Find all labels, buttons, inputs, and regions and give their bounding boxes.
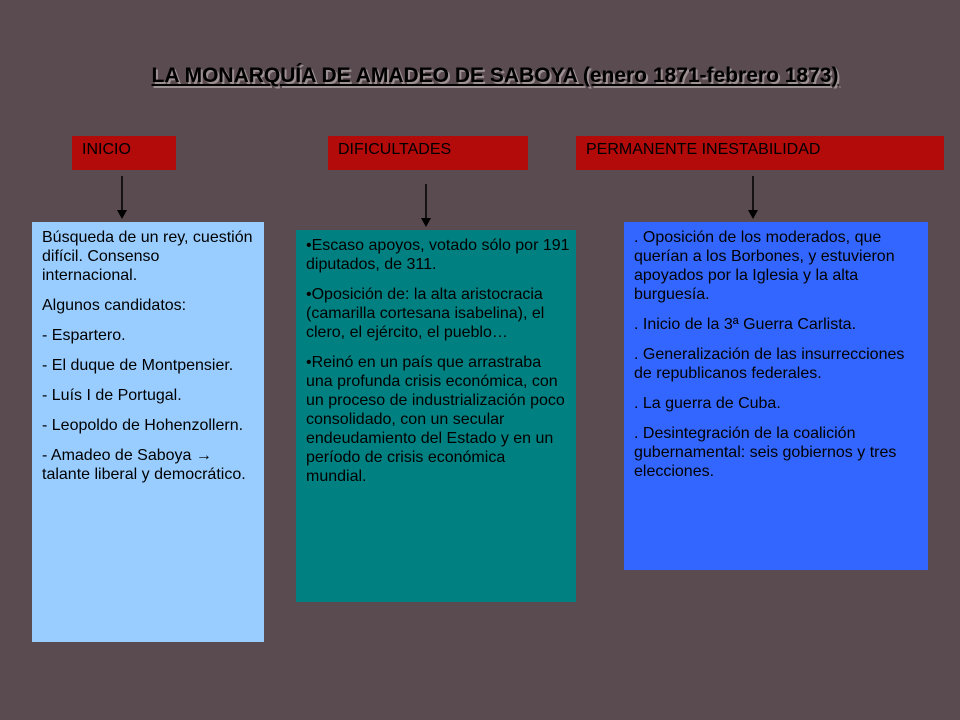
dificultades-item: •Oposición de: la alta aristocracia (camarilla cortesana isabelina), el clero, el ejército, el pueblo… xyxy=(306,286,545,341)
inicio-item: - El duque de Montpensier. xyxy=(42,357,234,374)
inicio-box xyxy=(32,222,264,642)
inicio-item: Algunos candidatos: xyxy=(42,297,187,314)
arrow-down-icon xyxy=(418,184,434,228)
header-permanente-inestabilidad: PERMANENTE INESTABILIDAD xyxy=(576,136,944,170)
page-title: LA MONARQUÍA DE AMADEO DE SABOYA (enero 1871-febrero 1873) xyxy=(151,64,839,87)
header-inicio: INICIO xyxy=(72,136,176,170)
inestabilidad-item: . La guerra de Cuba. xyxy=(634,395,781,412)
dificultades-box xyxy=(296,230,576,602)
inestabilidad-item: . Inicio de la 3ª Guerra Carlista. xyxy=(634,316,857,333)
inicio-item: Búsqueda de un rey, cuestión difícil. Consenso internacional. xyxy=(42,229,253,284)
arrow-down-icon xyxy=(745,176,761,220)
dificultades-item: •Escaso apoyos, votado sólo por 191 diputados, de 311. xyxy=(306,237,570,273)
dificultades-item: •Reinó en un país que arrastraba una profunda crisis económica, con un proceso de industrialización poco consolidado, con un secular endeudamiento del Estado y en un período de crisis económica mundial. xyxy=(306,354,565,485)
inestabilidad-item: . Oposición de los moderados, que querían a los Borbones, y estuvieron apoyados por la Iglesia y la alta burguesía. xyxy=(634,229,895,303)
inicio-item: - Espartero. xyxy=(42,327,126,344)
inestabilidad-item: . Generalización de las insurrecciones de republicanos federales. xyxy=(634,346,905,382)
inestabilidad-item: . Desintegración de la coalición gubernamental: seis gobiernos y tres elecciones. xyxy=(634,425,897,480)
inestabilidad-box xyxy=(624,222,928,570)
inicio-item: - Luís I de Portugal. xyxy=(42,387,182,404)
header-dificultades: DIFICULTADES xyxy=(328,136,528,170)
inicio-item: - Leopoldo de Hohenzollern. xyxy=(42,417,244,434)
arrow-down-icon xyxy=(114,176,130,220)
inicio-item: - Amadeo de Saboya → talante liberal y democrático. xyxy=(42,447,246,483)
